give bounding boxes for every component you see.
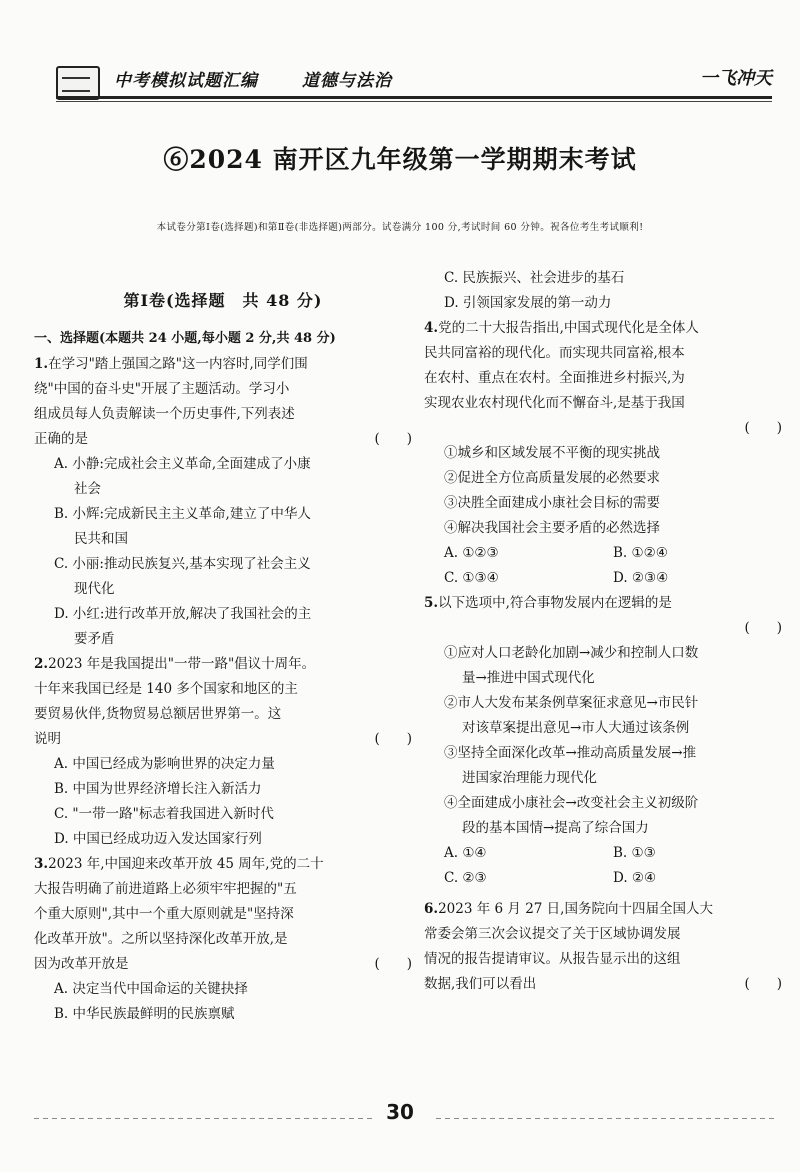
option-a: A. 决定当代中国命运的关键抉择 <box>54 981 248 997</box>
question-stem-line: 组成员每人负责解读一个历史事件,下列表述 <box>34 406 295 422</box>
statement-3: ③坚持全面深化改革→推动高质量发展→推 进国家治理能力现代化 <box>444 745 697 786</box>
left-column <box>34 284 412 1027</box>
option-a: A. 小静:完成社会主义革命,全面建成了小康 社会 <box>54 456 311 497</box>
question-number: 6. <box>424 901 439 917</box>
question-stem-line: 2023 年 6 月 27 日,国务院向十四届全国人大 <box>438 901 713 917</box>
header-rule <box>56 96 772 99</box>
question-stem-line: 在学习"踏上强国之路"这一内容时,同学们围 <box>48 356 308 372</box>
question-2 <box>34 652 412 752</box>
choice-c[interactable]: C. ②③ <box>444 870 487 886</box>
choice-row <box>424 841 782 866</box>
subject-title: 道德与法治 <box>302 71 392 91</box>
option-b: B. 小辉:完成新民主主义革命,建立了中华人 民共和国 <box>54 506 311 547</box>
question-stem-line: 数据,我们可以看出 <box>424 976 537 992</box>
answer-blank[interactable]: ( ) <box>374 731 412 747</box>
question-stem-line: 十年来我国已经是 140 多个国家和地区的主 <box>34 681 298 697</box>
question-stem-line: 党的二十大报告指出,中国式现代化是全体人 <box>438 320 699 336</box>
option-c: C. 民族振兴、社会进步的基石 <box>444 270 625 286</box>
question-number: 5. <box>424 595 439 611</box>
series-title: 中考模拟试题汇编 <box>114 71 258 91</box>
page-header <box>56 62 772 102</box>
series-logo-icon <box>56 66 100 100</box>
question-stem-line: 个重大原则",其中一个重大原则就是"坚持深 <box>34 906 294 922</box>
question-3 <box>34 852 412 977</box>
choice-a[interactable]: A. ①④ <box>444 845 487 861</box>
question-5 <box>424 591 782 641</box>
statement-4: ④解决我国社会主要矛盾的必然选择 <box>444 520 660 536</box>
statement-2: ②市人大发布某条例草案征求意见→市民针 对该草案提出意见→市人大通过该条例 <box>444 695 699 736</box>
statement-1: ①城乡和区域发展不平衡的现实挑战 <box>444 445 660 461</box>
choice-row <box>424 541 782 566</box>
question-stem-line: 2023 年,中国迎来改革开放 45 周年,党的二十 <box>48 856 324 872</box>
statement-1: ①应对人口老龄化加剧→减少和控制人口数 量→推进中国式现代化 <box>444 645 699 686</box>
question-stem-line: 2023 年是我国提出"一带一路"倡议十周年。 <box>48 656 316 672</box>
statement-3: ③决胜全面建成小康社会目标的需要 <box>444 495 660 511</box>
question-stem-line: 以下选项中,符合事物发展内在逻辑的是 <box>438 595 672 611</box>
statement-4: ④全面建成小康社会→改变社会主义初级阶 段的基本国情→提高了综合国力 <box>444 795 699 836</box>
question-6 <box>424 897 782 997</box>
choice-b[interactable]: B. ①②④ <box>613 545 668 561</box>
question-stem-line: 情况的报告提请审议。从报告显示出的这组 <box>424 951 681 967</box>
question-stem-line: 在农村、重点在农村。全面推进乡村振兴,为 <box>424 370 685 386</box>
statement-2: ②促进全方位高质量发展的必然要求 <box>444 470 660 486</box>
question-number: 3. <box>34 856 49 872</box>
choice-a[interactable]: A. ①②③ <box>444 545 499 561</box>
question-number: 4. <box>424 320 439 336</box>
exam-instructions: 本试卷分第Ⅰ卷(选择题)和第Ⅱ卷(非选择题)两部分。试卷满分 100 分,考试时间 60 分钟。祝各位考生考试顺利! <box>156 222 644 233</box>
choice-d[interactable]: D. ②④ <box>613 870 657 886</box>
question-stem-line: 正确的是 <box>34 431 88 447</box>
question-stem-line: 常委会第三次会议提交了关于区域协调发展 <box>424 926 681 942</box>
question-stem-line: 因为改革开放是 <box>34 956 129 972</box>
question-stem-line: 说明 <box>34 731 61 747</box>
option-b: B. 中国为世界经济增长注入新活力 <box>54 781 262 797</box>
section-instruction: 一、选择题(本题共 24 小题,每小题 2 分,共 48 分) <box>34 331 336 346</box>
right-column <box>424 266 782 997</box>
option-d: D. 中国已经成功迈入发达国家行列 <box>54 831 262 847</box>
choice-row <box>424 866 782 891</box>
choice-row <box>424 566 782 591</box>
question-stem-line: 大报告明确了前进道路上必须牢牢把握的"五 <box>34 881 297 897</box>
page-number: 30 <box>386 1100 414 1124</box>
choice-b[interactable]: B. ①③ <box>613 845 656 861</box>
question-stem-line: 要贸易伙伴,货物贸易总额居世界第一。这 <box>34 706 282 722</box>
answer-blank[interactable]: ( ) <box>744 976 782 992</box>
question-stem-line: 实现农业农村现代化而不懈奋斗,是基于我国 <box>424 395 685 411</box>
option-d: D. 引领国家发展的第一动力 <box>444 295 612 311</box>
answer-blank[interactable]: ( ) <box>374 956 412 972</box>
option-b: B. 中华民族最鲜明的民族禀赋 <box>54 1006 235 1022</box>
answer-blank[interactable]: ( ) <box>744 620 782 636</box>
header-rule-thin <box>56 101 772 102</box>
option-a: A. 中国已经成为影响世界的决定力量 <box>54 756 275 772</box>
option-c: C. 小丽:推动民族复兴,基本实现了社会主义 现代化 <box>54 556 311 597</box>
question-4 <box>424 316 782 441</box>
brand-logo: 一飞冲天 <box>700 68 772 89</box>
question-number: 2. <box>34 656 49 672</box>
answer-blank[interactable]: ( ) <box>744 420 782 436</box>
question-stem-line: 化改革开放"。之所以坚持深化改革开放,是 <box>34 931 288 947</box>
question-1 <box>34 352 412 452</box>
question-stem-line: 绕"中国的奋斗史"开展了主题活动。学习小 <box>34 381 290 397</box>
section-title: 第Ⅰ卷(选择题 共 48 分) <box>123 291 323 310</box>
question-number: 1. <box>34 356 49 372</box>
exam-title: ⑥2024 南开区九年级第一学期期末考试 <box>163 145 637 174</box>
choice-d[interactable]: D. ②③④ <box>613 570 669 586</box>
answer-blank[interactable]: ( ) <box>374 431 412 447</box>
option-d: D. 小红:进行改革开放,解决了我国社会的主 要矛盾 <box>54 606 312 647</box>
option-c: C. "一带一路"标志着我国进入新时代 <box>54 806 274 822</box>
choice-c[interactable]: C. ①③④ <box>444 570 499 586</box>
question-stem-line: 民共同富裕的现代化。而实现共同富裕,根本 <box>424 345 685 361</box>
